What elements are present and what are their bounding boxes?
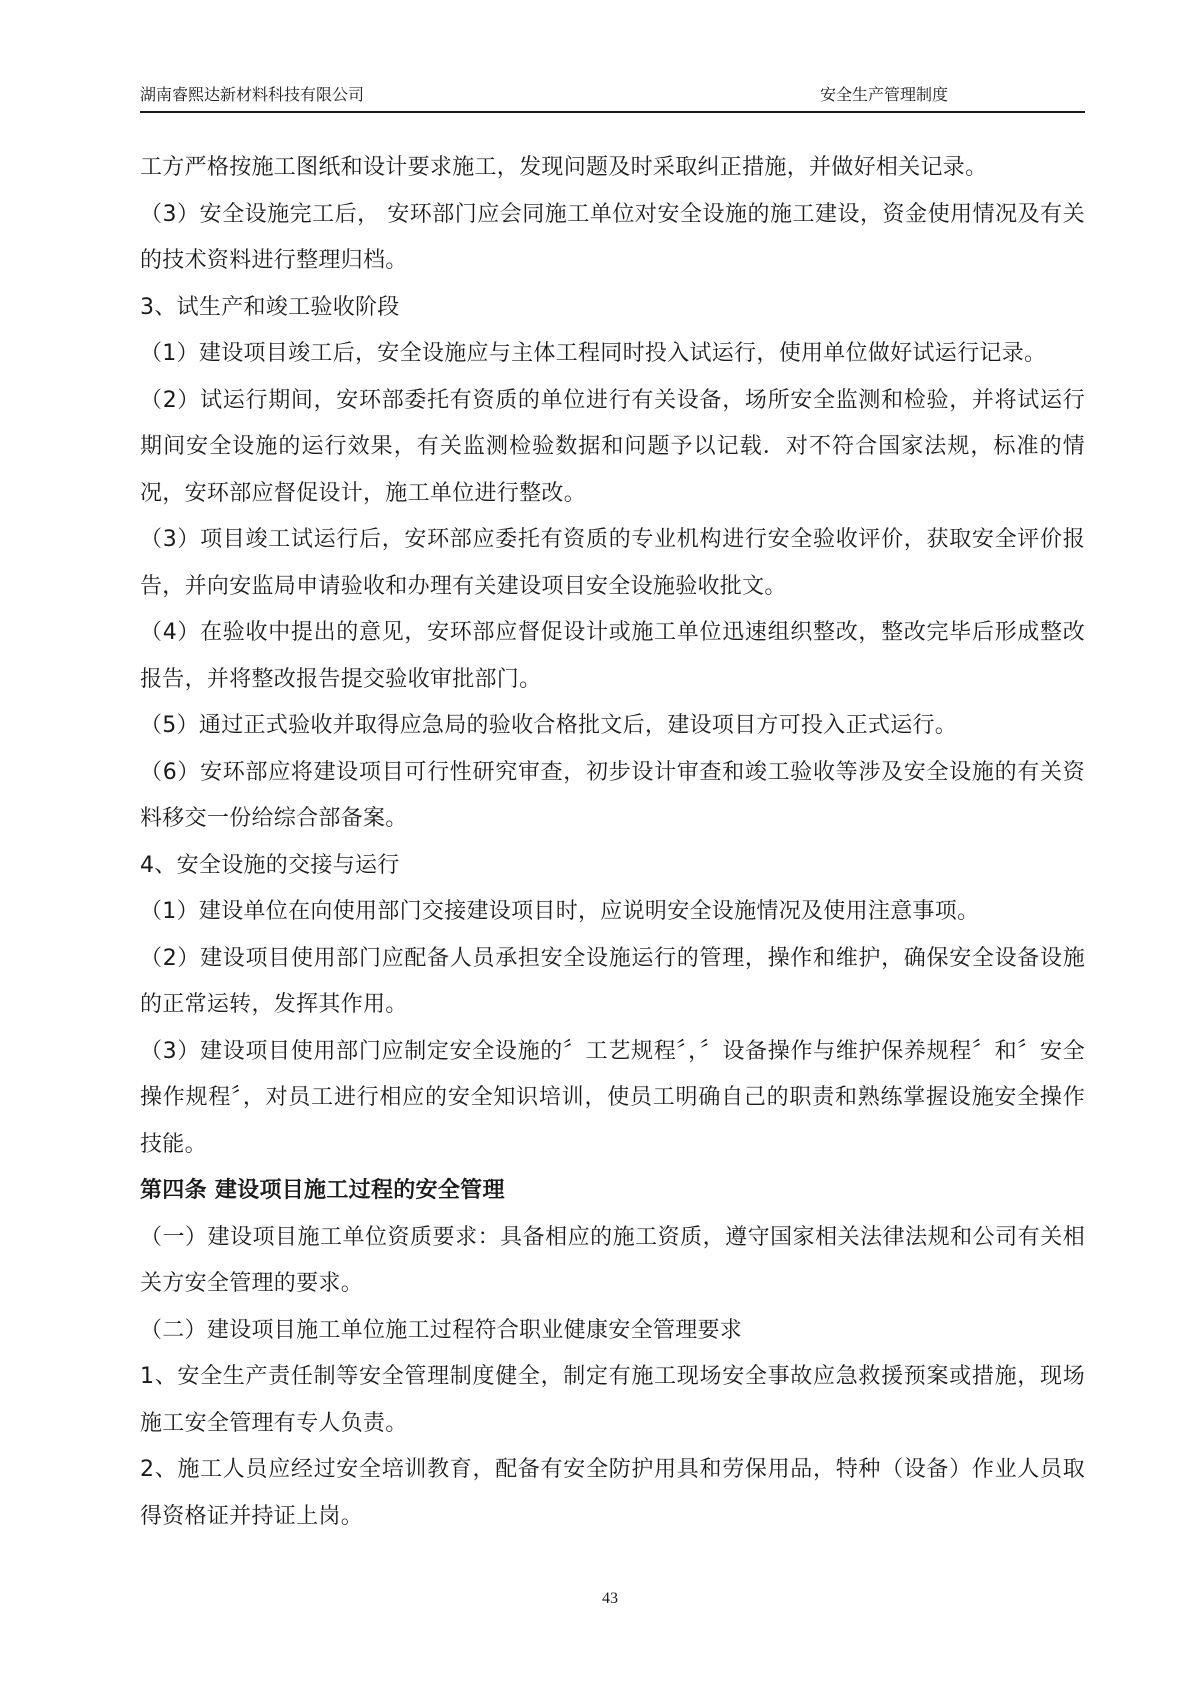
header-document-title: 安全生产管理制度 bbox=[819, 85, 948, 104]
header-company-name: 湖南睿熙达新材料科技有限公司 bbox=[140, 85, 365, 104]
section-heading: 4、安全设施的交接与运行 bbox=[140, 852, 400, 878]
article-heading: 第四条 建设项目施工过程的安全管理 bbox=[140, 1178, 505, 1203]
header-divider bbox=[140, 111, 1085, 113]
paragraph: （3）项目竣工试运行后，安环部应委托有资质的专业机构进行安全验收评价，获取安全评价报告，并向安监局申请验收和办理有关建设项目安全设施验收批文。 bbox=[140, 527, 1085, 599]
paragraph: 2、施工人员应经过安全培训教育，配备有安全防护用具和劳保用品，特种（设备）作业人员取得资格证并持证上岗。 bbox=[140, 1457, 1085, 1529]
paragraph: （二）建设项目施工单位施工过程符合职业健康安全管理要求 bbox=[140, 1317, 743, 1343]
paragraph: （1）建设项目竣工后，安全设施应与主体工程同时投入试运行，使用单位做好试运行记录。 bbox=[140, 341, 1047, 366]
paragraph: （2）试运行期间，安环部委托有资质的单位进行有关设备，场所安全监测和检验，并将试运行期间安全设施的运行效果，有关监测检验数据和问题予以记载．对不符合国家法规，标准的情况，安环部应督促设计，施工单位进行整改。 bbox=[140, 387, 1085, 506]
paragraph: （4）在验收中提出的意见，安环部应督促设计或施工单位迅速组织整改，整改完毕后形成整改报告，并将整改报告提交验收审批部门。 bbox=[140, 620, 1085, 692]
document-body bbox=[140, 145, 1085, 1540]
section-heading: 3、试生产和竣工验收阶段 bbox=[140, 294, 400, 320]
page-header bbox=[140, 80, 1085, 110]
paragraph: （6）安环部应将建设项目可行性研究审查，初步设计审查和竣工验收等涉及安全设施的有关资料移交一份给综合部备案。 bbox=[140, 759, 1085, 831]
paragraph: （3）安全设施完工后， 安环部门应会同施工单位对安全设施的施工建设，资金使用情况及有关的技术资料进行整理归档。 bbox=[140, 201, 1085, 273]
paragraph: （一）建设项目施工单位资质要求：具备相应的施工资质，遵守国家相关法律法规和公司有关相关方安全管理的要求。 bbox=[140, 1224, 1085, 1296]
paragraph: 工方严格按施工图纸和设计要求施工，发现问题及时采取纠正措施，并做好相关记录。 bbox=[140, 155, 988, 180]
paragraph: （3）建设项目使用部门应制定安全设施的〞工艺规程〞，〞设备操作与维护保养规程〞和〞安全操作规程〞，对员工进行相应的安全知识培训，使员工明确自己的职责和熟练掌握设施安全操作技能。 bbox=[140, 1038, 1085, 1157]
paragraph: 1、安全生产责任制等安全管理制度健全，制定有施工现场安全事故应急救援预案或措施，现场施工安全管理有专人负责。 bbox=[140, 1364, 1085, 1436]
paragraph: （2）建设项目使用部门应配备人员承担安全设施运行的管理，操作和维护，确保安全设备设施的正常运转，发挥其作用。 bbox=[140, 945, 1085, 1017]
paragraph: （5）通过正式验收并取得应急局的验收合格批文后，建设项目方可投入正式运行。 bbox=[140, 713, 958, 738]
page-number: 43 bbox=[602, 1590, 618, 1607]
paragraph: （1）建设单位在向使用部门交接建设项目时，应说明安全设施情况及使用注意事项。 bbox=[140, 899, 980, 924]
